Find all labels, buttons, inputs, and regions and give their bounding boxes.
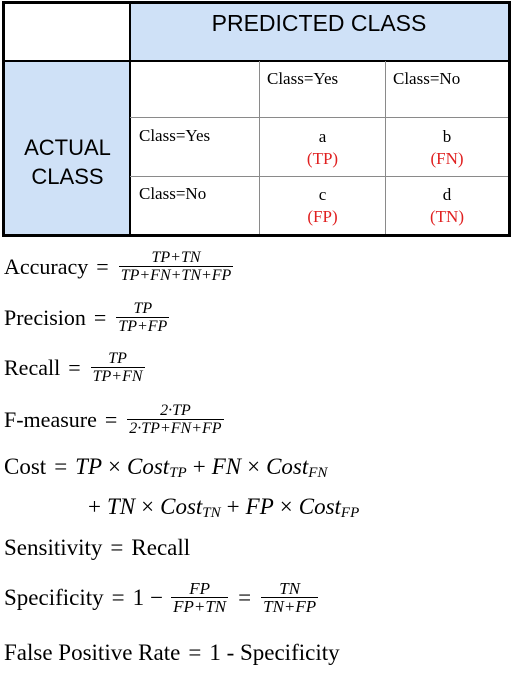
accuracy-fraction [119,250,234,283]
recall-formula: Recall = $\frac{TP}{TP+FN}$ [4,350,143,385]
fmeasure-formula: F-measure = $\frac{2\cdot TP}{2\cdot TP+FN+FP}$ [4,402,222,437]
cell-code: (TP) [306,149,339,168]
fmeasure-denominator: 2·TP+FN+FP [129,420,222,437]
row-header-no: Class=No [139,184,207,203]
cell-tn [386,184,508,228]
col-header-yes: Class=Yes [267,69,339,88]
fmeasure-label: F-measure [4,406,97,432]
cost-formula-line1: Cost = TP × Cost TP + FN × Cost FN [4,454,328,481]
fmeasure-fraction [127,403,223,436]
specificity-label: Specificity [4,584,104,610]
fpr-value: 1 - Specificity [209,640,340,665]
actual-divider [129,4,131,234]
recall-fraction [91,351,145,384]
cell-tp [260,126,385,170]
fpr-formula: False Positive Rate = 1 - Specificity [4,640,340,665]
actual-label-line2: CLASS [31,164,104,189]
precision-denominator: TP+FP [118,318,168,335]
accuracy-numerator: TP+TN [151,249,201,266]
cost-term-fn: FN [211,454,242,479]
specificity-numerator-1: FP [189,579,211,598]
actual-class-header [5,61,130,234]
specificity-fraction-2 [261,581,318,614]
cost-word: Cost [127,454,170,479]
cell-code: (FP) [307,207,338,226]
cell-code: (FN) [430,149,464,168]
accuracy-denominator: TP+FN+TN+FP [120,267,232,284]
fpr-label: False Positive Rate [4,640,181,665]
grid-line-h2 [130,176,508,177]
precision-numerator: TP [133,300,153,317]
precision-formula: Precision = $\frac{TP}{TP+FP}$ [4,300,168,335]
cost-term-fp: FP [245,494,274,519]
specificity-formula: Specificity = 1 − $\frac{FP}{FP+TN}$ = $\frac{TN}{TN+FP}$ [4,579,317,616]
specificity-denominator-2: TN+FP [263,597,317,616]
cell-letter: b [442,127,452,146]
specificity-fraction-1 [171,581,228,614]
precision-fraction [116,301,169,334]
recall-label: Recall [4,354,61,380]
cost-sub: TN [202,504,221,521]
cost-word: Cost [298,494,341,519]
recall-denominator: TP+FN [92,368,143,385]
accuracy-formula: Accuracy = $\frac{TP+TN}{TP+FN+TN+FP}$ [4,249,232,284]
cost-sub: FN [308,464,328,481]
fmeasure-numerator: 2·TP [160,402,191,419]
sensitivity-formula: Sensitivity = Recall [4,535,191,560]
cost-sub: FP [340,504,360,521]
cell-letter: d [442,185,452,204]
cell-letter: a [318,127,327,146]
cost-sub: TP [169,464,187,481]
specificity-numerator-2: TN [279,579,301,598]
sensitivity-label: Sensitivity [4,535,103,560]
sensitivity-value: Recall [131,535,191,560]
cell-fn [386,126,508,170]
predicted-class-header [130,4,508,61]
cost-term-tp: TP [75,454,103,479]
specificity-denominator-1: FP+TN [173,597,227,616]
actual-label-line1: ACTUAL [24,135,111,160]
accuracy-label: Accuracy [4,253,89,279]
cost-formula-line2: + TN × Cost TN + FP × Cost FP [88,494,360,521]
row-header-yes: Class=Yes [139,126,211,145]
cost-word: Cost [160,494,203,519]
cost-label: Cost [4,454,47,479]
header-divider [5,60,508,62]
cost-word: Cost [266,454,309,479]
precision-label: Precision [4,304,86,330]
cell-fp [260,184,385,228]
corner-cell [5,4,130,61]
confusion-matrix-table [2,1,511,237]
predicted-class-label: PREDICTED CLASS [211,10,427,36]
cost-term-tn: TN [106,494,136,519]
col-header-no: Class=No [393,69,461,88]
cell-code: (TN) [430,207,464,226]
grid-line-h1 [130,117,508,118]
recall-numerator: TP [108,350,127,367]
cell-letter: c [318,185,327,204]
specificity-one: 1 [132,584,145,610]
